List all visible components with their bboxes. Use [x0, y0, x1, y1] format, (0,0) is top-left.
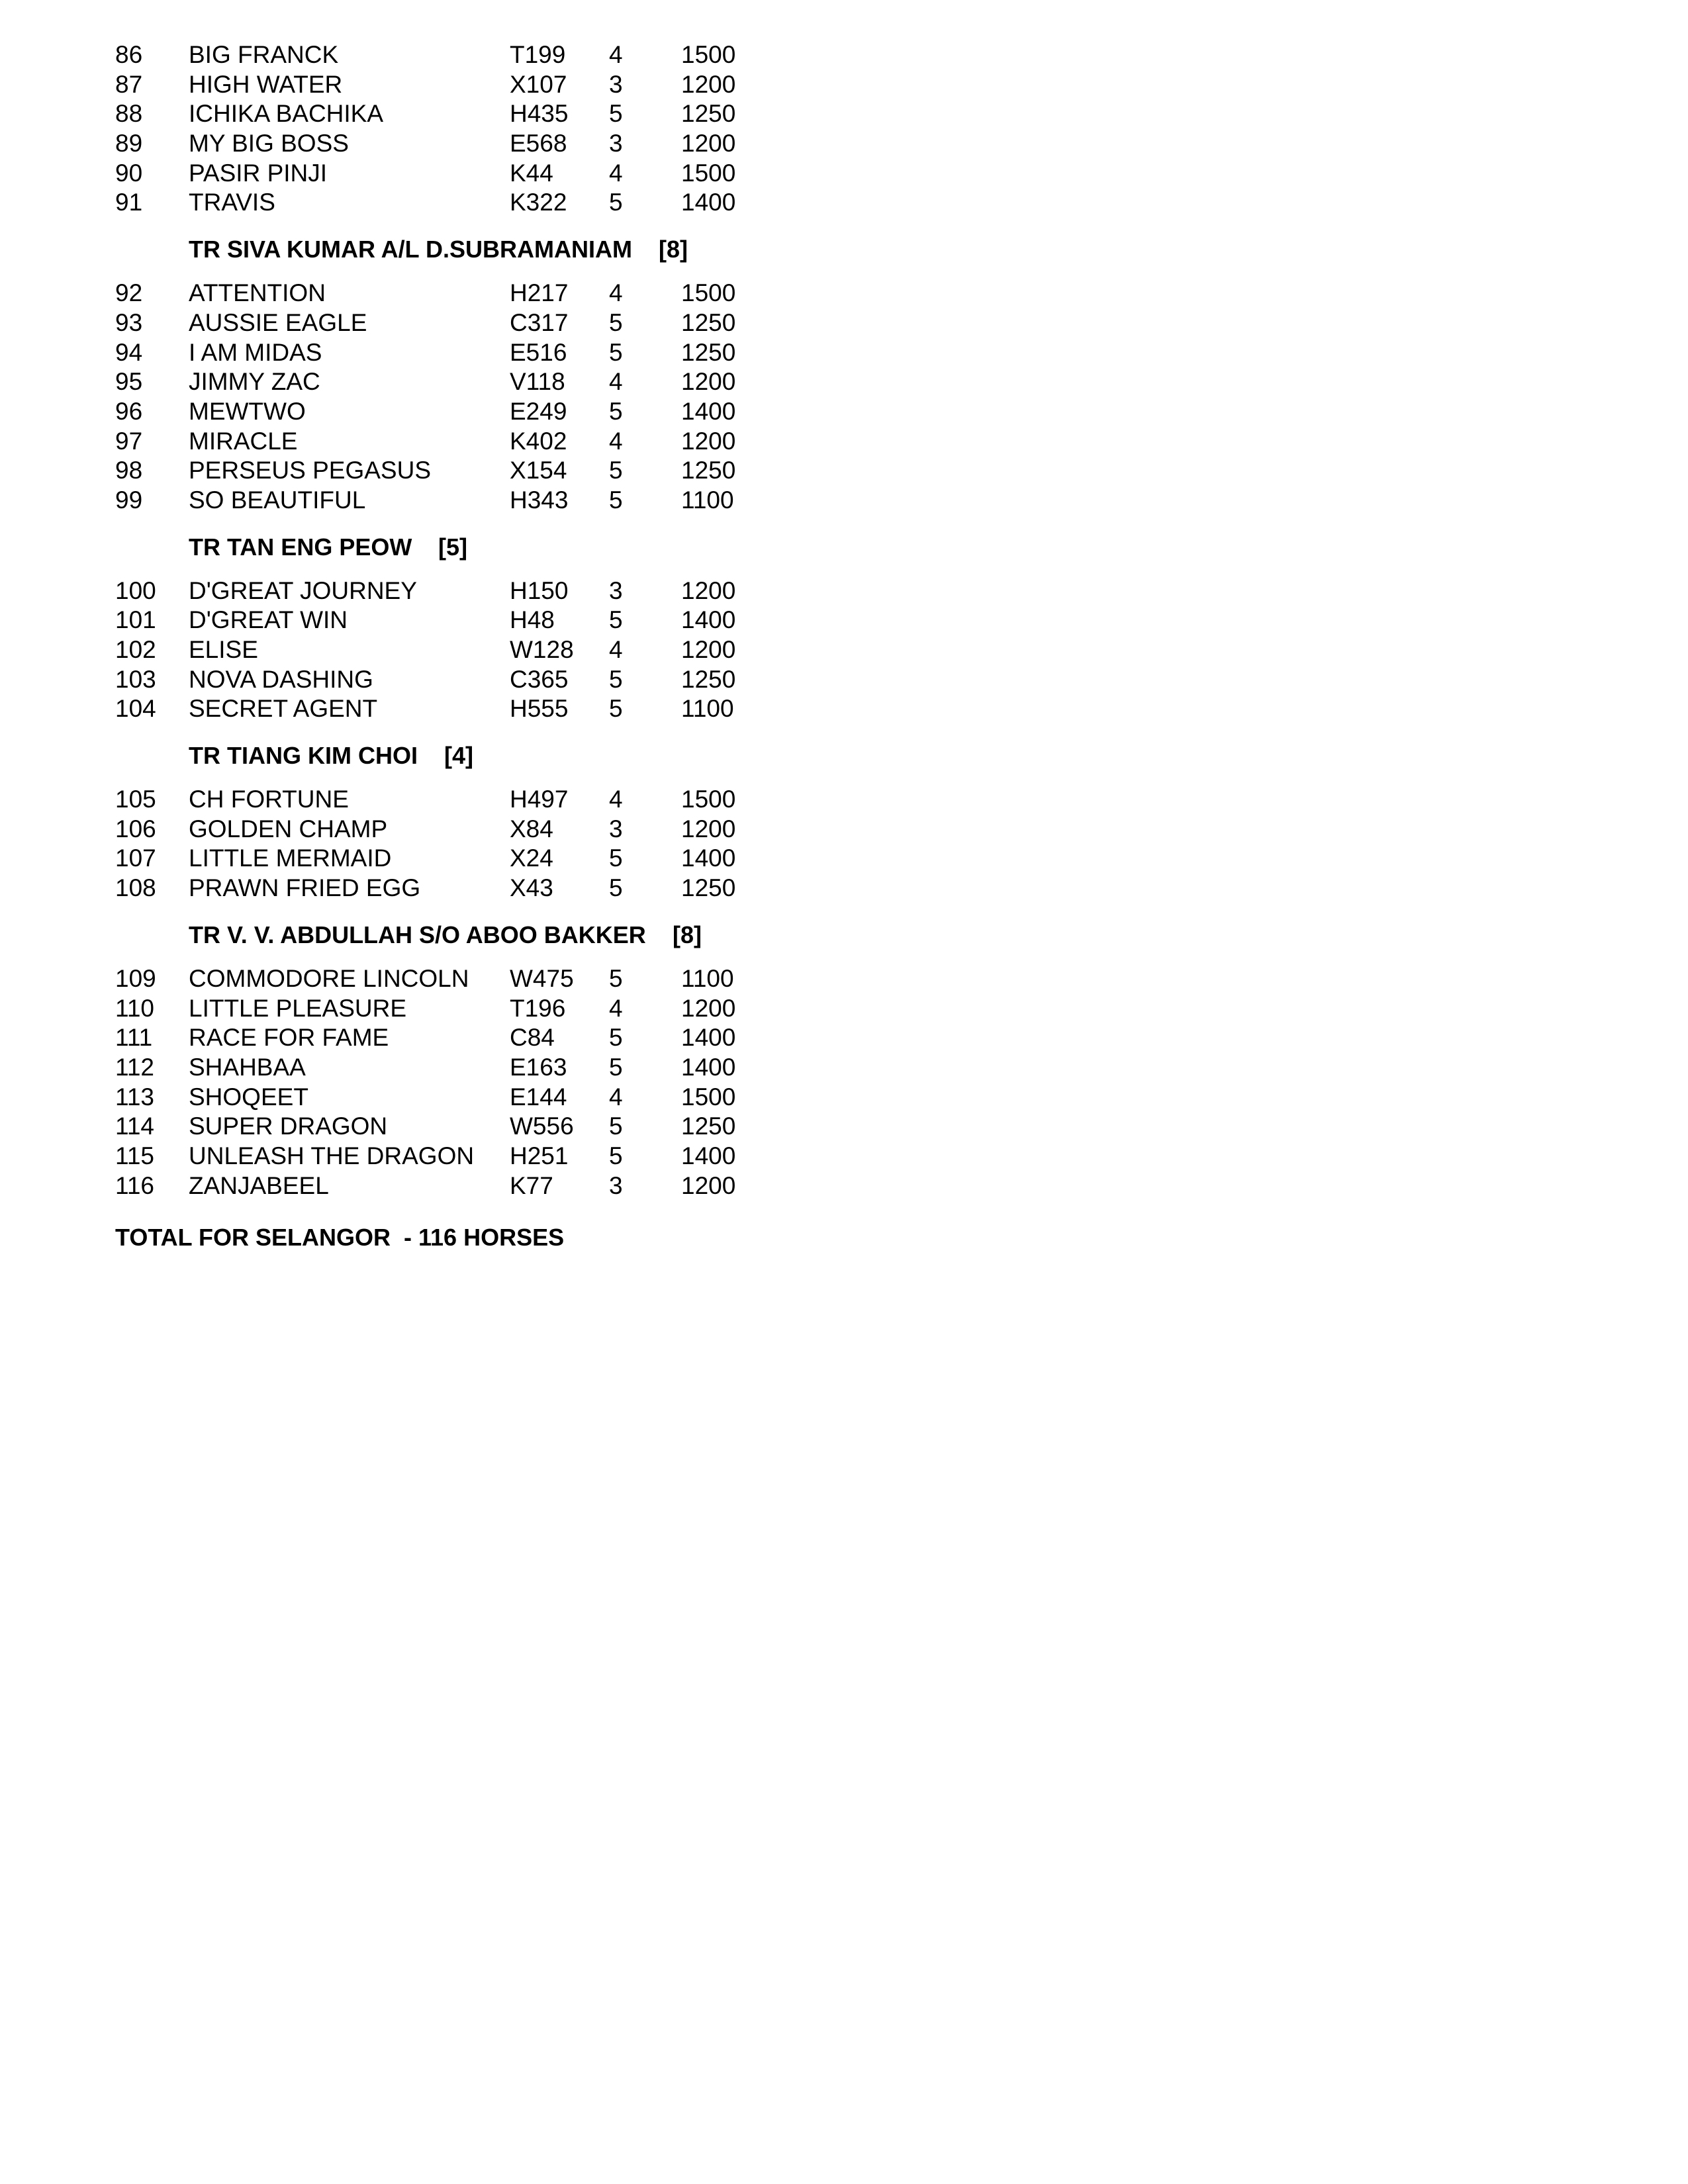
horse-distance: 1400	[681, 1024, 736, 1052]
horse-row	[115, 1171, 777, 1201]
horse-distance: 1400	[681, 844, 736, 872]
horse-name: D'GREAT WIN	[189, 606, 348, 634]
horse-number: 116	[115, 1171, 154, 1199]
horse-age: 4	[609, 368, 623, 396]
horse-number: 113	[115, 1083, 154, 1111]
horse-number: 100	[115, 576, 156, 604]
horse-age: 4	[609, 636, 623, 663]
horse-number: 97	[115, 427, 143, 455]
horse-name: ICHIKA BACHIKA	[189, 100, 384, 128]
horse-age: 5	[609, 874, 623, 902]
horse-code: E249	[510, 397, 567, 425]
horse-row	[115, 367, 777, 397]
horse-number: 104	[115, 695, 156, 723]
horse-code: T196	[510, 994, 566, 1022]
horse-number: 89	[115, 130, 143, 158]
horse-code: K402	[510, 427, 567, 455]
horse-distance: 1100	[681, 486, 734, 514]
horse-name: ELISE	[189, 636, 258, 663]
horse-name: MEWTWO	[189, 397, 306, 425]
horse-number: 111	[115, 1024, 153, 1052]
horse-age: 3	[609, 815, 623, 842]
horse-name: SHAHBAA	[189, 1053, 306, 1081]
horse-age: 3	[609, 70, 623, 98]
horse-number: 115	[115, 1142, 154, 1169]
horse-number: 90	[115, 159, 143, 187]
horse-age: 4	[609, 159, 623, 187]
horse-name: LITTLE PLEASURE	[189, 994, 407, 1022]
horse-distance: 1250	[681, 665, 736, 693]
horse-row	[115, 874, 777, 903]
horse-row	[115, 576, 777, 606]
horse-number: 103	[115, 665, 156, 693]
horse-age: 5	[609, 338, 623, 366]
horse-code: T199	[510, 41, 566, 68]
horse-name: SHOQEET	[189, 1083, 308, 1111]
horse-name: BIG FRANCK	[189, 41, 339, 68]
horse-code: K44	[510, 159, 553, 187]
horse-row	[115, 159, 777, 189]
horse-code: C84	[510, 1024, 555, 1052]
horse-age: 4	[609, 427, 623, 455]
horse-age: 5	[609, 1024, 623, 1052]
horse-code: K77	[510, 1171, 553, 1199]
horse-age: 5	[609, 457, 623, 484]
horse-distance: 1250	[681, 308, 736, 336]
horse-name: MY BIG BOSS	[189, 130, 349, 158]
horse-row	[115, 635, 777, 665]
horse-name: PASIR PINJI	[189, 159, 328, 187]
horse-distance: 1400	[681, 606, 736, 634]
horse-name: D'GREAT JOURNEY	[189, 576, 417, 604]
horse-number: 95	[115, 368, 143, 396]
horse-number: 112	[115, 1053, 154, 1081]
horse-distance: 1500	[681, 41, 736, 68]
horse-name: HIGH WATER	[189, 70, 343, 98]
horse-row	[115, 1112, 777, 1142]
horse-distance: 1200	[681, 130, 736, 158]
horse-age: 5	[609, 695, 623, 723]
horse-age: 5	[609, 1053, 623, 1081]
horse-distance: 1400	[681, 1053, 736, 1081]
horse-age: 5	[609, 1113, 623, 1140]
horse-row	[115, 338, 777, 368]
horse-code: X107	[510, 70, 567, 98]
horse-age: 5	[609, 308, 623, 336]
horse-code: V118	[510, 368, 565, 396]
horse-row	[115, 785, 777, 815]
horse-code: W128	[510, 636, 574, 663]
horse-distance: 1500	[681, 279, 736, 307]
horse-age: 5	[609, 606, 623, 634]
horse-code: K322	[510, 189, 567, 216]
horse-name: COMMODORE LINCOLN	[189, 964, 469, 992]
trainer-name: TR TAN ENG PEOW	[189, 533, 412, 561]
horse-distance: 1200	[681, 994, 736, 1022]
horse-number: 86	[115, 41, 143, 68]
horse-row	[115, 606, 777, 635]
horse-row	[115, 129, 777, 159]
horse-code: H497	[510, 786, 569, 813]
horse-name: ATTENTION	[189, 279, 326, 307]
horse-code: H48	[510, 606, 555, 634]
horse-age: 4	[609, 41, 623, 68]
horse-number: 99	[115, 486, 143, 514]
horse-number: 101	[115, 606, 156, 634]
horse-name: I AM MIDAS	[189, 338, 322, 366]
horse-code: C365	[510, 665, 569, 693]
horse-row	[115, 486, 777, 516]
horse-name: PERSEUS PEGASUS	[189, 457, 432, 484]
trainer-horse-count: [8]	[659, 236, 688, 263]
horse-number: 109	[115, 964, 156, 992]
horse-code: E516	[510, 338, 567, 366]
horse-code: E144	[510, 1083, 567, 1111]
horse-age: 5	[609, 189, 623, 216]
horse-row	[115, 70, 777, 100]
horse-row	[115, 815, 777, 844]
horse-number: 107	[115, 844, 156, 872]
horse-number: 87	[115, 70, 143, 98]
horse-row	[115, 1023, 777, 1053]
horse-name: UNLEASH THE DRAGON	[189, 1142, 475, 1169]
horse-distance: 1250	[681, 457, 736, 484]
horse-name: SECRET AGENT	[189, 695, 378, 723]
horse-name: RACE FOR FAME	[189, 1024, 389, 1052]
horse-code: H435	[510, 100, 569, 128]
horse-name: TRAVIS	[189, 189, 275, 216]
horse-age: 5	[609, 397, 623, 425]
horse-row	[115, 665, 777, 695]
horse-number: 110	[115, 994, 154, 1022]
horse-age: 5	[609, 1142, 623, 1169]
horse-code: X43	[510, 874, 553, 902]
horse-distance: 1400	[681, 397, 736, 425]
horse-row	[115, 397, 777, 427]
horse-age: 5	[609, 665, 623, 693]
horse-code: H217	[510, 279, 569, 307]
horse-code: E568	[510, 130, 567, 158]
horse-code: X84	[510, 815, 553, 842]
horse-name: AUSSIE EAGLE	[189, 308, 367, 336]
horse-number: 88	[115, 100, 143, 128]
horse-distance: 1200	[681, 576, 736, 604]
horse-distance: 1400	[681, 189, 736, 216]
horse-name: PRAWN FRIED EGG	[189, 874, 421, 902]
horse-name: LITTLE MERMAID	[189, 844, 392, 872]
horse-number: 105	[115, 786, 156, 813]
total-label: TOTAL FOR SELANGOR - 116 HORSES	[115, 1224, 565, 1251]
horse-number: 114	[115, 1113, 154, 1140]
horse-list-document	[115, 40, 777, 1267]
horse-number: 108	[115, 874, 156, 902]
horse-code: H150	[510, 576, 569, 604]
horse-distance: 1200	[681, 636, 736, 663]
horse-distance: 1200	[681, 70, 736, 98]
trainer-heading	[115, 724, 777, 785]
horse-distance: 1200	[681, 368, 736, 396]
horse-age: 5	[609, 844, 623, 872]
horse-distance: 1500	[681, 159, 736, 187]
horse-number: 106	[115, 815, 156, 842]
horse-row	[115, 308, 777, 338]
horse-row	[115, 964, 777, 994]
horse-distance: 1100	[681, 695, 734, 723]
horse-code: H343	[510, 486, 569, 514]
horse-code: X154	[510, 457, 567, 484]
horse-row	[115, 99, 777, 129]
horse-number: 96	[115, 397, 143, 425]
horse-age: 3	[609, 576, 623, 604]
horse-row	[115, 456, 777, 486]
horse-code: E163	[510, 1053, 567, 1081]
horse-name: CH FORTUNE	[189, 786, 349, 813]
horse-code: C317	[510, 308, 569, 336]
horse-code: W556	[510, 1113, 574, 1140]
horse-age: 3	[609, 1171, 623, 1199]
trainer-horse-count: [5]	[438, 533, 467, 561]
trainer-heading	[115, 218, 777, 279]
horse-distance: 1400	[681, 1142, 736, 1169]
horse-age: 4	[609, 786, 623, 813]
horse-name: MIRACLE	[189, 427, 298, 455]
horse-row	[115, 279, 777, 308]
horse-number: 92	[115, 279, 143, 307]
horse-number: 98	[115, 457, 143, 484]
trainer-heading	[115, 516, 777, 576]
horse-age: 5	[609, 486, 623, 514]
total-summary	[115, 1201, 777, 1267]
horse-age: 4	[609, 1083, 623, 1111]
horse-age: 5	[609, 964, 623, 992]
horse-code: H555	[510, 695, 569, 723]
horse-distance: 1200	[681, 427, 736, 455]
horse-code: H251	[510, 1142, 569, 1169]
horse-name: ZANJABEEL	[189, 1171, 329, 1199]
horse-row	[115, 1053, 777, 1083]
trainer-heading	[115, 903, 777, 964]
trainer-name: TR SIVA KUMAR A/L D.SUBRAMANIAM	[189, 236, 632, 263]
horse-row	[115, 994, 777, 1024]
horse-row	[115, 1142, 777, 1171]
horse-number: 94	[115, 338, 143, 366]
horse-code: W475	[510, 964, 574, 992]
horse-row	[115, 427, 777, 457]
trainer-name: TR TIANG KIM CHOI	[189, 742, 418, 770]
horse-number: 91	[115, 189, 143, 216]
trainer-horse-count: [4]	[444, 742, 473, 770]
horse-distance: 1250	[681, 1113, 736, 1140]
horse-distance: 1100	[681, 964, 734, 992]
trainer-horse-count: [8]	[673, 921, 702, 948]
horse-row	[115, 188, 777, 218]
horse-age: 3	[609, 130, 623, 158]
horse-distance: 1500	[681, 1083, 736, 1111]
horse-distance: 1250	[681, 100, 736, 128]
horse-name: JIMMY ZAC	[189, 368, 320, 396]
horse-distance: 1200	[681, 1171, 736, 1199]
horse-distance: 1250	[681, 338, 736, 366]
horse-distance: 1250	[681, 874, 736, 902]
horse-age: 4	[609, 994, 623, 1022]
horse-row	[115, 1083, 777, 1113]
horse-number: 93	[115, 308, 143, 336]
horse-name: SUPER DRAGON	[189, 1113, 388, 1140]
horse-distance: 1200	[681, 815, 736, 842]
horse-age: 5	[609, 100, 623, 128]
horse-row	[115, 40, 777, 70]
horse-code: X24	[510, 844, 553, 872]
horse-row	[115, 694, 777, 724]
horse-age: 4	[609, 279, 623, 307]
horse-name: GOLDEN CHAMP	[189, 815, 388, 842]
horse-distance: 1500	[681, 786, 736, 813]
trainer-name: TR V. V. ABDULLAH S/O ABOO BAKKER	[189, 921, 646, 948]
horse-number: 102	[115, 636, 156, 663]
horse-row	[115, 844, 777, 874]
horse-name: NOVA DASHING	[189, 665, 373, 693]
horse-name: SO BEAUTIFUL	[189, 486, 366, 514]
